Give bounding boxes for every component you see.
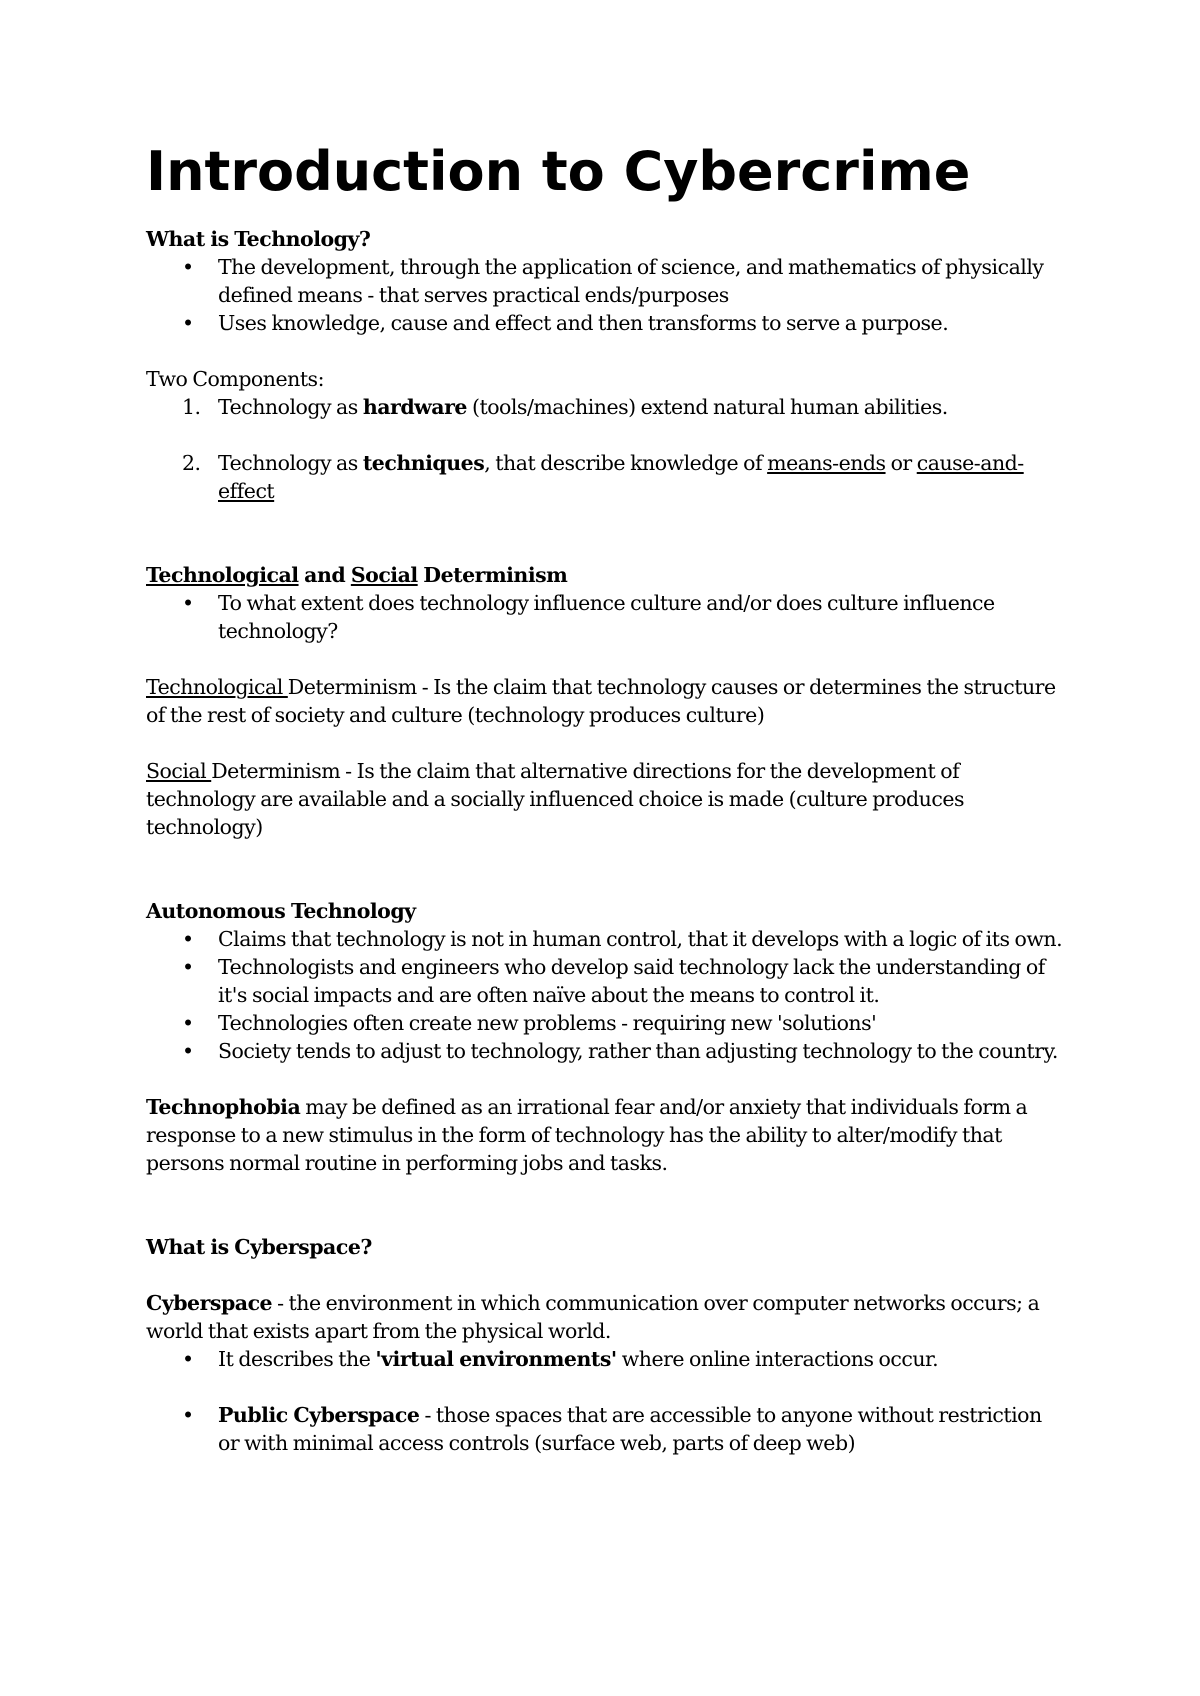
bold-term-cyberspace: Cyberspace bbox=[146, 1291, 273, 1315]
list-item: • Technologies often create new problems - requiring new 'solutions' bbox=[146, 1009, 1066, 1037]
components-list bbox=[146, 393, 1066, 505]
list-item bbox=[146, 1401, 1066, 1457]
paragraph-technological-determinism bbox=[146, 673, 1066, 729]
paragraph-cyberspace-definition bbox=[146, 1289, 1066, 1345]
underlined-term: Social bbox=[146, 759, 212, 783]
underlined-term: Technological bbox=[146, 675, 288, 699]
bold-term-hardware: hardware bbox=[362, 395, 467, 419]
list-item: • The development, through the application of science, and mathematics of physically defined means - that serves practical ends/purposes bbox=[146, 253, 1066, 309]
technology-bullet-list bbox=[146, 253, 1066, 337]
bold-term-public-cyberspace: Public Cyberspace bbox=[218, 1403, 420, 1427]
text-span: (tools/machines) extend natural human abilities. bbox=[466, 395, 948, 419]
document-title: Introduction to Cybercrime bbox=[146, 140, 971, 203]
section-heading-technology: What is Technology? bbox=[146, 227, 371, 251]
underlined-term: cause-and-effect bbox=[218, 451, 1024, 503]
paragraph-technophobia bbox=[146, 1093, 1066, 1177]
text-span: may be defined as an irrational fear and/or anxiety that individuals form a response to a new stimulus in the form of technology has the ability to alter/modify that persons normal routine in performing jobs and tasks. bbox=[146, 1095, 1028, 1175]
list-item: • Uses knowledge, cause and effect and then transforms to serve a purpose. bbox=[146, 309, 1066, 337]
underlined-term: means-ends bbox=[767, 451, 886, 475]
document-page bbox=[146, 140, 1066, 1457]
text-span: and bbox=[298, 563, 351, 587]
section-heading-determinism bbox=[146, 561, 1066, 589]
cyberspace-bullet-list bbox=[146, 1345, 1066, 1457]
text-span: Determinism - Is the claim that alternative directions for the development of technology are available and a socially influenced choice is made (culture produces technology) bbox=[146, 759, 964, 839]
section-heading-cyberspace: What is Cyberspace? bbox=[146, 1235, 372, 1259]
bold-term-technophobia: Technophobia bbox=[146, 1095, 301, 1119]
text-span: - the environment in which communication over computer networks occurs; a world that exists apart from the physical world. bbox=[146, 1291, 1040, 1343]
text-span: where online interactions occur. bbox=[616, 1347, 939, 1371]
text-span: Technology as bbox=[218, 451, 363, 475]
text-span: or bbox=[885, 451, 917, 475]
determinism-bullet-list bbox=[146, 589, 1066, 645]
text-span: It describes the bbox=[218, 1347, 376, 1371]
bold-term-virtual-environments: 'virtual environments' bbox=[375, 1347, 617, 1371]
list-item: • To what extent does technology influence culture and/or does culture influence technology? bbox=[146, 589, 1066, 645]
text-span: - those spaces that are accessible to anyone without restriction or with minimal access controls (surface web, parts of deep web) bbox=[218, 1403, 1042, 1455]
text-span: Technology as bbox=[218, 395, 363, 419]
text-span: , that describe knowledge of bbox=[484, 451, 768, 475]
text-span: Determinism bbox=[417, 563, 568, 587]
list-item: • Claims that technology is not in human control, that it develops with a logic of its own. bbox=[146, 925, 1066, 953]
list-number: 2. bbox=[182, 451, 201, 475]
list-item: • Technologists and engineers who develop said technology lack the understanding of it's social impacts and are often naïve about the means to control it. bbox=[146, 953, 1066, 1009]
bold-term-techniques: techniques bbox=[362, 451, 485, 475]
components-label: Two Components: bbox=[146, 367, 324, 391]
underlined-term: Social bbox=[350, 563, 418, 587]
underlined-term: Technological bbox=[146, 563, 299, 587]
list-item: • Society tends to adjust to technology, rather than adjusting technology to the country. bbox=[146, 1037, 1066, 1065]
autonomous-bullet-list bbox=[146, 925, 1066, 1065]
list-item bbox=[146, 393, 1066, 421]
list-item bbox=[146, 449, 1066, 505]
text-span: Determinism - Is the claim that technology causes or determines the structure of the rest of society and culture (technology produces culture) bbox=[146, 675, 1056, 727]
section-heading-autonomous: Autonomous Technology bbox=[146, 899, 416, 923]
list-item bbox=[146, 1345, 1066, 1373]
list-number: 1. bbox=[182, 395, 201, 419]
paragraph-social-determinism bbox=[146, 757, 1066, 841]
